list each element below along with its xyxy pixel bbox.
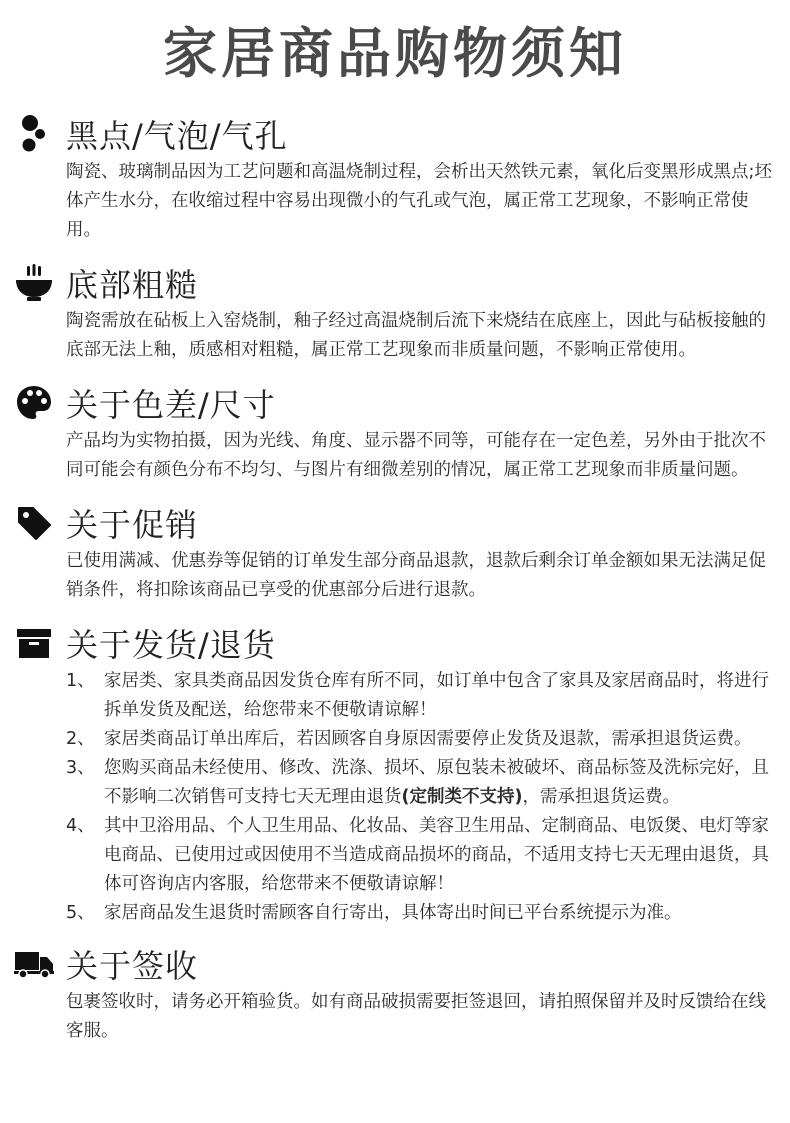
- bubbles-icon: [14, 114, 54, 154]
- section-header: [14, 940, 790, 988]
- tag-icon: [14, 503, 54, 543]
- truck-icon: [14, 944, 54, 984]
- list-item: [66, 899, 772, 928]
- section-text: 陶瓷、玻璃制品因为工艺问题和高温烧制过程，会析出天然铁元素，氧化后变黑形成黑点;坯体产生水分，在收缩过程中容易出现微小的气孔或气泡，属正常工艺现象，不影响正常使用。: [66, 162, 772, 240]
- list-text: 家居类、家具类商品因发货仓库有所不同，如订单中包含了家具及家居商品时，将进行拆单发货及配送，给您带来不便敬请谅解！: [104, 671, 769, 720]
- section-title: 关于色差/尺寸: [66, 386, 276, 424]
- section-rough-bottom: [14, 259, 790, 365]
- section-title: 关于促销: [66, 506, 199, 544]
- box-icon: [14, 623, 54, 663]
- section-black-spots: [14, 110, 790, 245]
- section-header: [14, 379, 790, 427]
- list-number: 5、: [66, 903, 95, 923]
- section-header: [14, 110, 790, 158]
- section-text: 已使用满减、优惠券等促销的订单发生部分商品退款，退款后剩余订单金额如果无法满足促销条件，将扣除该商品已享受的优惠部分后进行退款。: [66, 551, 766, 600]
- list-item: [66, 725, 772, 754]
- list-text: 家居商品发生退货时需顾客自行寄出，具体寄出时间已平台系统提示为准。: [104, 903, 682, 923]
- list-item: [66, 667, 772, 725]
- bowl-icon: [14, 263, 54, 303]
- list-text: [104, 754, 772, 812]
- section-title: 黑点/气泡/气孔: [66, 117, 288, 155]
- list-number: 1、: [66, 671, 95, 691]
- section-text: 包裹签收时，请务必开箱验货。如有商品破损需要拒签退回，请拍照保留并及时反馈给在线客服。: [66, 992, 766, 1041]
- list-text: 家居类商品订单出库后，若因顾客自身原因需要停止发货及退款，需承担退货运费。: [104, 729, 752, 749]
- section-text: 产品均为实物拍摄，因为光线、角度、显示器不同等，可能存在一定色差，另外由于批次不同可能会有颜色分布不均匀、与图片有细微差别的情况，属正常工艺现象而非质量问题。: [66, 431, 766, 480]
- custom-not-supported-note: (定制类不支持): [401, 787, 523, 807]
- list-item: [66, 754, 772, 812]
- section-header: [14, 619, 790, 667]
- section-text: 陶瓷需放在砧板上入窑烧制，釉子经过高温烧制后流下来烧结在底座上，因此与砧板接触的底部无法上釉，质感相对粗糙，属正常工艺现象而非质量问题，不影响正常使用。: [66, 311, 766, 360]
- list-text-part: ，需承担退货运费。: [522, 787, 680, 807]
- list-text: 其中卫浴用品、个人卫生用品、化妆品、美容卫生用品、定制商品、电饭煲、电灯等家电商品、已使用过或因使用不当造成商品损坏的商品，不适用支持七天无理由退货，具体可咨询店内客服，给您带来不便敬请谅解！: [104, 816, 769, 894]
- palette-icon: [14, 383, 54, 423]
- section-header: [14, 259, 790, 307]
- list-number: 4、: [66, 816, 95, 836]
- section-shipping-returns: [14, 619, 790, 928]
- section-title: 关于发货/退货: [66, 626, 276, 664]
- list-number: 3、: [66, 758, 95, 778]
- page-title: 家居商品购物须知: [163, 22, 627, 85]
- section-title: 底部粗糙: [66, 266, 199, 304]
- section-title: 关于签收: [66, 947, 199, 985]
- section-promotion: [14, 499, 790, 605]
- section-header: [14, 499, 790, 547]
- list-number: 2、: [66, 729, 95, 749]
- section-delivery-receipt: [14, 940, 790, 1046]
- list-item: [66, 812, 772, 899]
- shipping-returns-list: [66, 667, 772, 928]
- section-color-size: [14, 379, 790, 485]
- list-text-part: 您购买商品未经使用、修改、洗涤、损坏、原包装未被破坏、商品标签及洗标完好，且不影响二次销售可支持七天无理由退货: [104, 758, 769, 807]
